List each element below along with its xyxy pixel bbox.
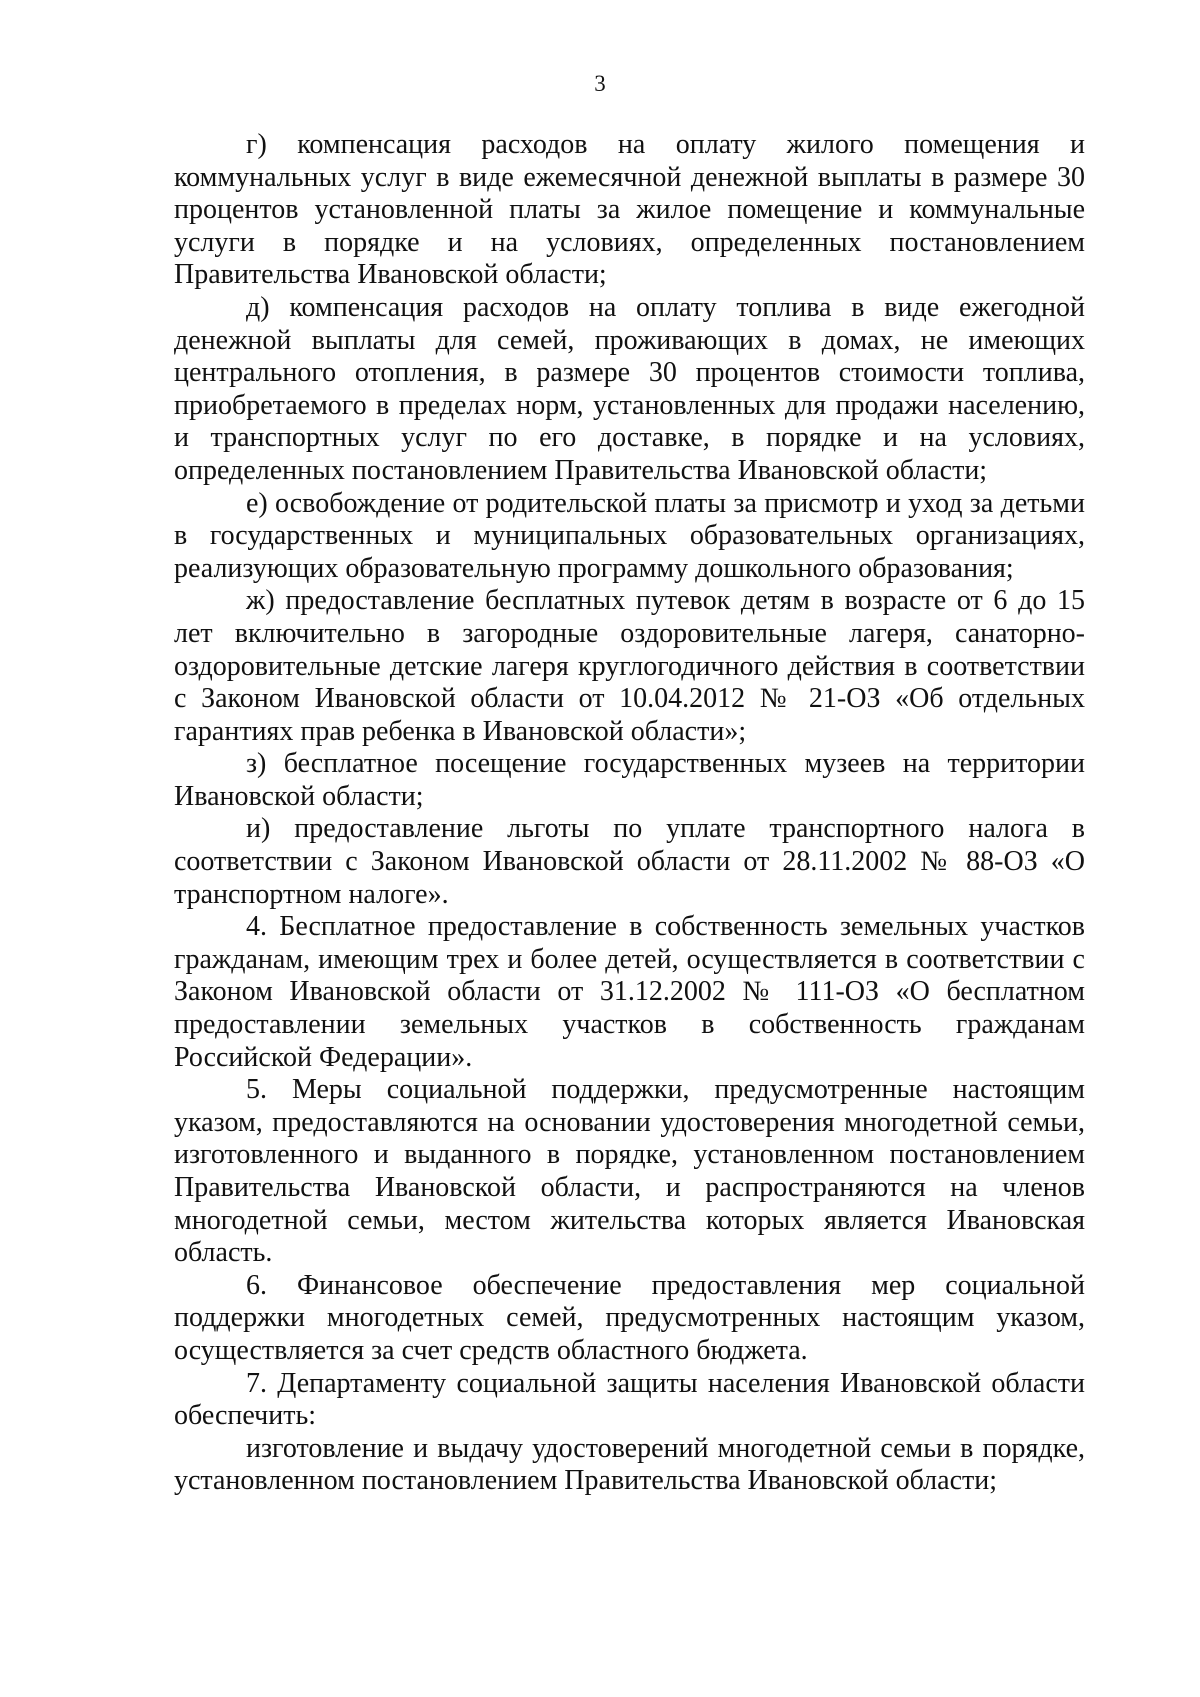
paragraph-subitem-i: и) предоставление льготы по уплате транспортного налога в соответствии с Законом Ивановской области от 28.11.2002 № 88-ОЗ «О транспортном налоге». — [174, 813, 1085, 910]
paragraph-subitem-d: д) компенсация расходов на оплату топлива в виде ежегодной денежной выплаты для семей, проживающих в домах, не имеющих центрального отопления, в размере 30 процентов стоимости топлива, приобретаемого в пределах норм, установленных для продажи населению, и транспортных услуг по его доставке, в порядке и на условиях, определенных постановлением Правительства Ивановской области; — [174, 291, 1085, 486]
paragraph-subitem-z: з) бесплатное посещение государственных музеев на территории Ивановской области; — [174, 748, 1085, 812]
page-number: 3 — [594, 71, 606, 96]
paragraph-item-7-task: изготовление и выдачу удостоверений многодетной семьи в порядке, установленном постановлением Правительства Ивановской области; — [174, 1432, 1085, 1497]
document-body — [174, 129, 1085, 1498]
paragraph-item-7: 7. Департаменту социальной защиты населения Ивановской области обеспечить: — [174, 1367, 1085, 1432]
paragraph-item-5: 5. Меры социальной поддержки, предусмотренные настоящим указом, предоставляются на основании удостоверения многодетной семьи, изготовленного и выданного в порядке, установленном постановлением Правительства Ивановской области, и распространяются на членов многодетной семьи, местом жительства которых является Ивановская область. — [174, 1074, 1085, 1269]
paragraph-item-6: 6. Финансовое обеспечение предоставления мер социальной поддержки многодетных семей, предусмотренных настоящим указом, осуществляется за счет средств областного бюджета. — [174, 1269, 1085, 1366]
paragraph-subitem-g: г) компенсация расходов на оплату жилого помещения и коммунальных услуг в виде ежемесячной денежной выплаты в размере 30 процентов установленной платы за жилое помещение и коммунальные услуги в порядке и на условиях, определенных постановлением Правительства Ивановской области; — [174, 129, 1085, 291]
paragraph-subitem-e: е) освобождение от родительской платы за присмотр и уход за детьми в государственных и муниципальных образовательных организациях, реализующих образовательную программу дошкольного образования; — [174, 487, 1085, 584]
paragraph-subitem-zh: ж) предоставление бесплатных путевок детям в возрасте от 6 до 15 лет включительно в загородные оздоровительные лагеря, санаторно-оздоровительные детские лагеря круглогодичного действия в соответствии с Законом Ивановской области от 10.04.2012 № 21-ОЗ «Об отдельных гарантиях прав ребенка в Ивановской области»; — [174, 585, 1085, 747]
paragraph-item-4: 4. Бесплатное предоставление в собственность земельных участков гражданам, имеющим трех и более детей, осуществляется в соответствии с Законом Ивановской области от 31.12.2002 № 111-ОЗ «О бесплатном предоставлении земельных участков в собственность гражданам Российской Федерации». — [174, 911, 1085, 1073]
